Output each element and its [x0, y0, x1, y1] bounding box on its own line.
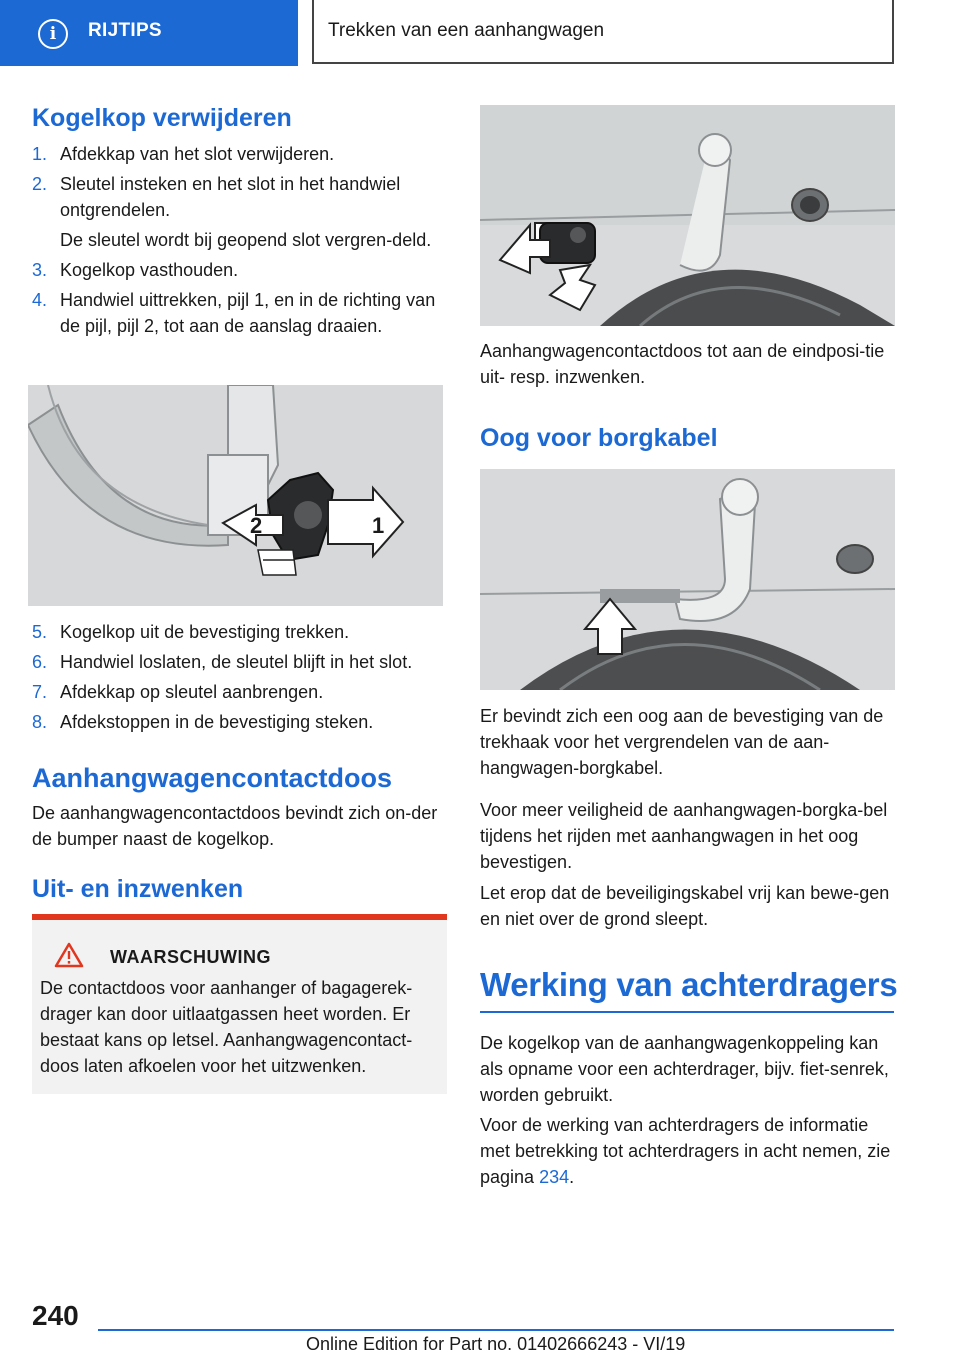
chapter-header [312, 0, 894, 64]
page-link[interactable]: 234 [539, 1167, 570, 1187]
steps-list-a [32, 141, 437, 343]
list-item: 5. Kogelkop uit de bevestiging trekken. [32, 622, 350, 642]
heading-oog-voor-borgkabel: Oog voor borgkabel [480, 424, 718, 452]
list-item: 2. Sleutel insteken en het slot in het handwiel ontgrendelen. De sleutel wordt bij geopend slot vergren‐deld. [32, 171, 437, 253]
paragraph: Er bevindt zich een oog aan de bevestiging van de trekhaak voor het vergrendelen van de aan‐hangwagen-borgkabel. [480, 706, 884, 778]
list-item: 6. Handwiel loslaten, de sleutel blijft in het slot. [32, 652, 413, 672]
info-circle-icon: i [38, 19, 68, 49]
footer-edition: Online Edition for Part no. 01402666243 - VI/19 [306, 1334, 686, 1354]
section-title: RIJTIPS [88, 20, 162, 41]
figure-socket-swing [480, 105, 895, 326]
paragraph: Voor de werking van achterdragers de informatie met betrekking tot achterdragers in acht nemen, zie pagina 234. [480, 1115, 891, 1187]
list-item: 1. Afdekkap van het slot verwijderen. [32, 144, 335, 164]
warning-title: WAARSCHUWING [110, 947, 271, 967]
heading-werking-van-achterdragers: Werking van achterdragers [480, 966, 898, 1003]
heading-rule [480, 1011, 894, 1013]
heading-uit-en-inzwenken: Uit- en inzwenken [32, 875, 244, 903]
step-note: De sleutel wordt bij geopend slot vergren‐deld. [60, 230, 432, 250]
arrow-label-1: 1 [372, 513, 385, 538]
paragraph: De aanhangwagencontactdoos bevindt zich on‐der de bumper naast de kogelkop. [32, 803, 438, 849]
steps-list-b [32, 619, 442, 739]
figure-cable-eye [480, 469, 895, 690]
paragraph: Let erop dat de beveiligingskabel vrij kan bewe‐gen en niet over de grond sleept. [480, 883, 890, 929]
list-item: 7. Afdekkap op sleutel aanbrengen. [32, 682, 324, 702]
warning-box [32, 914, 447, 1094]
heading-aanhangwagencontactdoos: Aanhangwagencontactdoos [32, 763, 393, 793]
chapter-title: Trekken van een aanhangwagen [328, 20, 605, 41]
heading-kogelkop-verwijderen: Kogelkop verwijderen [32, 104, 292, 132]
figure-caption: Aanhangwagencontactdoos tot aan de eindposi‐tie uit- resp. inzwenken. [480, 341, 885, 387]
paragraph: De kogelkop van de aanhangwagenkoppeling kan als opname voor een achterdrager, bijv. fiet‐senrek, worden gebruikt. [480, 1033, 889, 1105]
arrow-label-2: 2 [250, 513, 263, 538]
figure-handwheel [28, 385, 443, 606]
list-item: 4. Handwiel uittrekken, pijl 1, en in de richting van de pijl, pijl 2, tot aan de aanslag draaien. [32, 290, 436, 336]
paragraph: Voor meer veiligheid de aanhangwagen-borgka‐bel tijdens het rijden met aanhangwagen in het oog bevestigen. [480, 800, 888, 872]
list-item: 3. Kogelkop vasthouden. [32, 260, 239, 280]
list-item: 8. Afdekstoppen in de bevestiging steken. [32, 712, 374, 732]
footer-rule [98, 1329, 894, 1331]
page-number: 240 [32, 1300, 79, 1331]
warning-text: De contactdoos voor aanhanger of bagagerek‐drager kan door uitlaatgassen heet worden. Er bestaat kans op letsel. Aanhangwagencontact‐doos laten afkoelen voor het uitzwenken. [40, 978, 413, 1076]
section-tab [0, 0, 298, 66]
warning-triangle-icon [54, 942, 84, 973]
